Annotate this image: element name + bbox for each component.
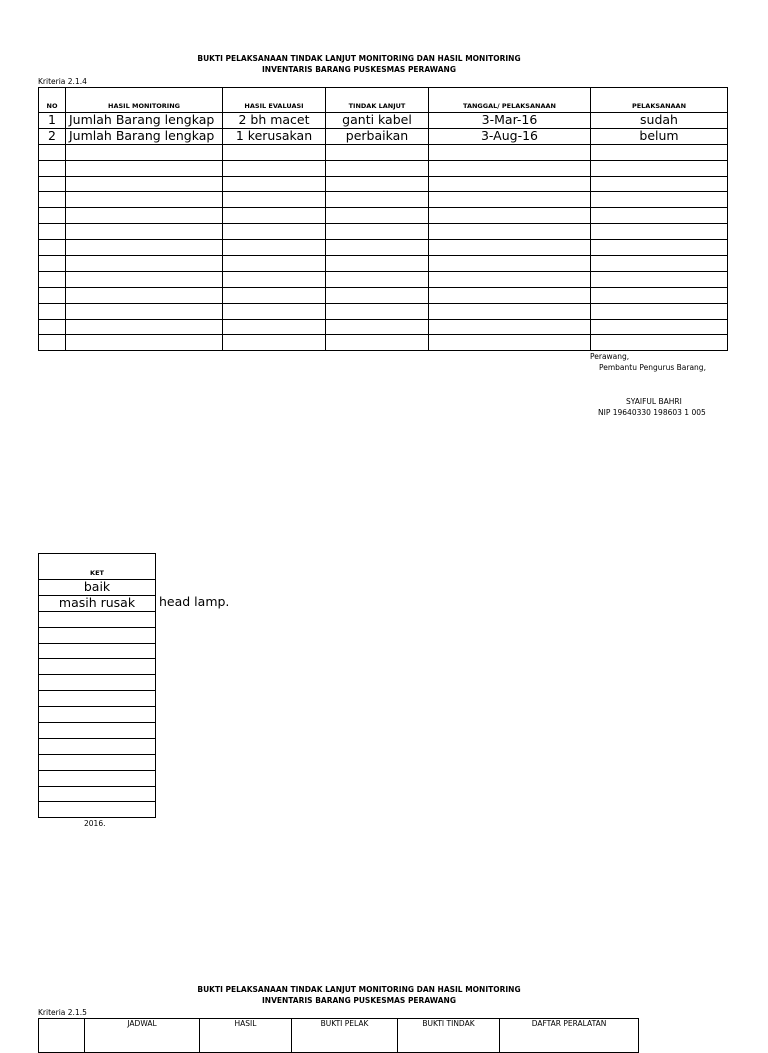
empty-row bbox=[39, 691, 156, 707]
empty-row bbox=[39, 335, 728, 351]
empty-row bbox=[39, 738, 156, 754]
cell-ket: masih rusak bbox=[39, 595, 156, 611]
column-header: HASIL bbox=[200, 1019, 292, 1053]
column-header: JADWAL bbox=[85, 1019, 200, 1053]
table-row bbox=[39, 128, 728, 144]
cell-hasil-monitoring: Jumlah Barang lengkap bbox=[66, 113, 223, 129]
table-header-row bbox=[39, 88, 728, 113]
column-header: HASIL MONITORING bbox=[66, 88, 223, 113]
empty-row bbox=[39, 176, 728, 192]
empty-row bbox=[39, 786, 156, 802]
empty-row bbox=[39, 271, 728, 287]
empty-row bbox=[39, 319, 728, 335]
table-row bbox=[39, 113, 728, 129]
empty-row bbox=[39, 192, 728, 208]
empty-row bbox=[39, 627, 156, 643]
cell-tanggal: 3-Aug-16 bbox=[429, 128, 591, 144]
ket-year: 2016. bbox=[84, 819, 106, 828]
cell-hasil-monitoring: Jumlah Barang lengkap bbox=[66, 128, 223, 144]
section2-title-line2: INVENTARIS BARANG PUSKESMAS PERAWANG bbox=[262, 996, 456, 1005]
signature-place: Perawang, bbox=[590, 352, 630, 361]
empty-row bbox=[39, 303, 728, 319]
empty-row bbox=[39, 659, 156, 675]
empty-row bbox=[39, 707, 156, 723]
ket-table bbox=[38, 553, 156, 818]
cell-ket: baik bbox=[39, 580, 156, 596]
cell-tindak-lanjut: ganti kabel bbox=[326, 113, 429, 129]
table-header-row bbox=[39, 554, 156, 580]
column-header: DAFTAR PERALATAN bbox=[500, 1019, 639, 1053]
section1-kriteria: Kriteria 2.1.4 bbox=[38, 77, 87, 86]
column-header: KET bbox=[39, 554, 156, 580]
table-row bbox=[39, 595, 156, 611]
empty-row bbox=[39, 754, 156, 770]
column-header: BUKTI TINDAK bbox=[398, 1019, 500, 1053]
table-row bbox=[39, 580, 156, 596]
empty-row bbox=[39, 160, 728, 176]
cell-hasil-evaluasi: 2 bh macet bbox=[223, 113, 326, 129]
column-header: BUKTI PELAK bbox=[292, 1019, 398, 1053]
empty-row bbox=[39, 224, 728, 240]
section1-title-line1: BUKTI PELAKSANAAN TINDAK LANJUT MONITORING DAN HASIL MONITORING bbox=[197, 54, 521, 63]
cell-tanggal: 3-Mar-16 bbox=[429, 113, 591, 129]
empty-row bbox=[39, 240, 728, 256]
signature-role: Pembantu Pengurus Barang, bbox=[599, 363, 706, 372]
cell-no: 2 bbox=[39, 128, 66, 144]
cell-pelaksanaan: belum bbox=[591, 128, 728, 144]
column-header: TINDAK LANJUT bbox=[326, 88, 429, 113]
cell-no: 1 bbox=[39, 113, 66, 129]
empty-row bbox=[39, 256, 728, 272]
column-header: TANGGAL/ PELAKSANAAN bbox=[429, 88, 591, 113]
empty-row bbox=[39, 611, 156, 627]
column-header: PELAKSANAAN bbox=[591, 88, 728, 113]
empty-row bbox=[39, 643, 156, 659]
empty-row bbox=[39, 208, 728, 224]
column-header: HASIL EVALUASI bbox=[223, 88, 326, 113]
section2-title-line1: BUKTI PELAKSANAAN TINDAK LANJUT MONITORING DAN HASIL MONITORING bbox=[197, 985, 521, 994]
signature-nip: NIP 19640330 198603 1 005 bbox=[598, 408, 706, 417]
section2-table bbox=[38, 1018, 639, 1053]
cell-pelaksanaan: sudah bbox=[591, 113, 728, 129]
ket-side-note: head lamp. bbox=[159, 594, 230, 609]
section1-title-line2: INVENTARIS BARANG PUSKESMAS PERAWANG bbox=[262, 65, 456, 74]
empty-row bbox=[39, 675, 156, 691]
section2-kriteria: Kriteria 2.1.5 bbox=[38, 1008, 87, 1017]
empty-row bbox=[39, 802, 156, 818]
empty-row bbox=[39, 770, 156, 786]
cell-tindak-lanjut: perbaikan bbox=[326, 128, 429, 144]
empty-row bbox=[39, 144, 728, 160]
monitoring-table bbox=[38, 87, 728, 351]
cell-hasil-evaluasi: 1 kerusakan bbox=[223, 128, 326, 144]
empty-row bbox=[39, 287, 728, 303]
column-header: NO bbox=[39, 88, 66, 113]
empty-row bbox=[39, 723, 156, 739]
signature-name: SYAIFUL BAHRI bbox=[626, 397, 682, 406]
